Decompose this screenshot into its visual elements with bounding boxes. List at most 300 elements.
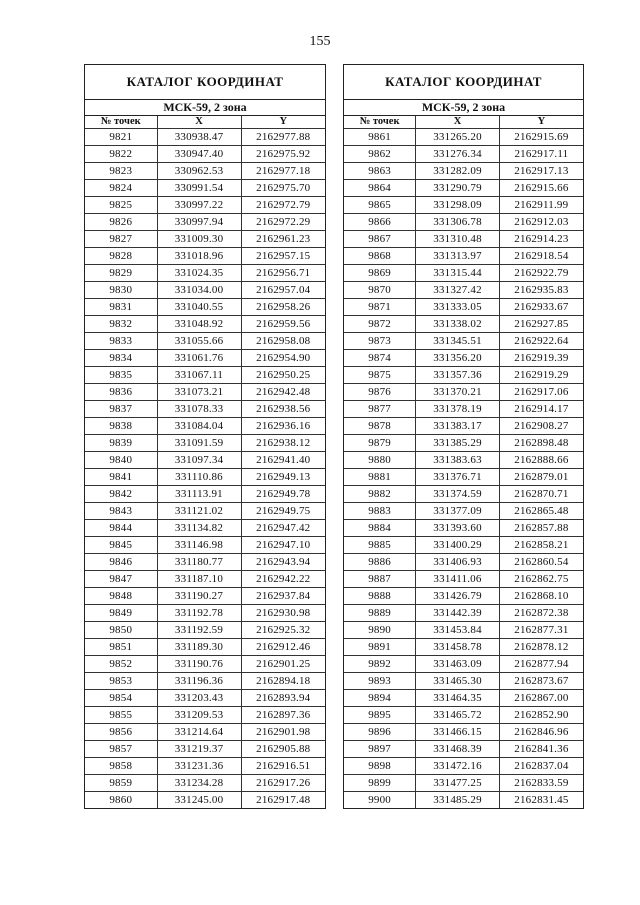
x-coordinate-cell: 331203.43: [157, 690, 241, 707]
table-row: [85, 282, 325, 299]
table-header-row: [85, 116, 325, 129]
x-coordinate-cell: 331192.78: [157, 605, 241, 622]
column-header-x: X: [157, 116, 241, 129]
table-row: [85, 163, 325, 180]
x-coordinate-cell: 331465.30: [416, 673, 500, 690]
table-row: [344, 146, 583, 163]
y-coordinate-cell: 2162935.83: [499, 282, 583, 299]
point-number-cell: 9854: [85, 690, 157, 707]
x-coordinate-cell: 331209.53: [157, 707, 241, 724]
x-coordinate-cell: 330962.53: [157, 163, 241, 180]
y-coordinate-cell: 2162917.26: [241, 775, 325, 792]
point-number-cell: 9845: [85, 537, 157, 554]
table-row: [85, 367, 325, 384]
point-number-cell: 9827: [85, 231, 157, 248]
x-coordinate-cell: 331067.11: [157, 367, 241, 384]
table-row: [344, 401, 583, 418]
y-coordinate-cell: 2162868.10: [499, 588, 583, 605]
x-coordinate-cell: 331113.91: [157, 486, 241, 503]
x-coordinate-cell: 331024.35: [157, 265, 241, 282]
table-row: [344, 537, 583, 554]
coordinate-table: [85, 116, 325, 808]
y-coordinate-cell: 2162837.04: [499, 758, 583, 775]
y-coordinate-cell: 2162930.98: [241, 605, 325, 622]
x-coordinate-cell: 331411.06: [416, 571, 500, 588]
table-row: [344, 333, 583, 350]
column-header-x: X: [416, 116, 500, 129]
x-coordinate-cell: 331315.44: [416, 265, 500, 282]
y-coordinate-cell: 2162911.99: [499, 197, 583, 214]
table-row: [85, 673, 325, 690]
table-row: [85, 265, 325, 282]
table-row: [85, 350, 325, 367]
x-coordinate-cell: 331187.10: [157, 571, 241, 588]
y-coordinate-cell: 2162961.23: [241, 231, 325, 248]
point-number-cell: 9837: [85, 401, 157, 418]
y-coordinate-cell: 2162947.10: [241, 537, 325, 554]
table-row: [85, 792, 325, 809]
y-coordinate-cell: 2162958.26: [241, 299, 325, 316]
y-coordinate-cell: 2162862.75: [499, 571, 583, 588]
x-coordinate-cell: 331091.59: [157, 435, 241, 452]
table-row: [85, 622, 325, 639]
x-coordinate-cell: 331110.86: [157, 469, 241, 486]
x-coordinate-cell: 331234.28: [157, 775, 241, 792]
table-row: [344, 129, 583, 146]
point-number-cell: 9843: [85, 503, 157, 520]
x-coordinate-cell: 331385.29: [416, 435, 500, 452]
y-coordinate-cell: 2162860.54: [499, 554, 583, 571]
y-coordinate-cell: 2162846.96: [499, 724, 583, 741]
x-coordinate-cell: 331383.17: [416, 418, 500, 435]
y-coordinate-cell: 2162879.01: [499, 469, 583, 486]
point-number-cell: 9884: [344, 520, 416, 537]
y-coordinate-cell: 2162947.42: [241, 520, 325, 537]
point-number-cell: 9822: [85, 146, 157, 163]
table-row: [85, 418, 325, 435]
point-number-cell: 9874: [344, 350, 416, 367]
y-coordinate-cell: 2162922.64: [499, 333, 583, 350]
point-number-cell: 9876: [344, 384, 416, 401]
y-coordinate-cell: 2162894.18: [241, 673, 325, 690]
x-coordinate-cell: 331453.84: [416, 622, 500, 639]
point-number-cell: 9855: [85, 707, 157, 724]
table-row: [85, 248, 325, 265]
table-row: [344, 571, 583, 588]
column-header-y: Y: [241, 116, 325, 129]
catalog-subtitle: МСК-59, 2 зона: [85, 100, 325, 116]
point-number-cell: 9869: [344, 265, 416, 282]
y-coordinate-cell: 2162933.67: [499, 299, 583, 316]
x-coordinate-cell: 331073.21: [157, 384, 241, 401]
x-coordinate-cell: 331134.82: [157, 520, 241, 537]
x-coordinate-cell: 331121.02: [157, 503, 241, 520]
y-coordinate-cell: 2162841.36: [499, 741, 583, 758]
point-number-cell: 9863: [344, 163, 416, 180]
y-coordinate-cell: 2162919.39: [499, 350, 583, 367]
x-coordinate-cell: 331463.09: [416, 656, 500, 673]
y-coordinate-cell: 2162957.15: [241, 248, 325, 265]
y-coordinate-cell: 2162914.17: [499, 401, 583, 418]
y-coordinate-cell: 2162915.69: [499, 129, 583, 146]
point-number-cell: 9893: [344, 673, 416, 690]
x-coordinate-cell: 331468.39: [416, 741, 500, 758]
x-coordinate-cell: 331097.34: [157, 452, 241, 469]
y-coordinate-cell: 2162893.94: [241, 690, 325, 707]
table-row: [85, 690, 325, 707]
x-coordinate-cell: 331189.30: [157, 639, 241, 656]
y-coordinate-cell: 2162943.94: [241, 554, 325, 571]
y-coordinate-cell: 2162975.70: [241, 180, 325, 197]
point-number-cell: 9897: [344, 741, 416, 758]
y-coordinate-cell: 2162918.54: [499, 248, 583, 265]
table-row: [344, 724, 583, 741]
column-header-point: № точек: [344, 116, 416, 129]
point-number-cell: 9838: [85, 418, 157, 435]
x-coordinate-cell: 330997.94: [157, 214, 241, 231]
x-coordinate-cell: 331040.55: [157, 299, 241, 316]
y-coordinate-cell: 2162937.84: [241, 588, 325, 605]
x-coordinate-cell: 331472.16: [416, 758, 500, 775]
table-row: [85, 384, 325, 401]
x-coordinate-cell: 331298.09: [416, 197, 500, 214]
point-number-cell: 9880: [344, 452, 416, 469]
y-coordinate-cell: 2162927.85: [499, 316, 583, 333]
y-coordinate-cell: 2162901.25: [241, 656, 325, 673]
y-coordinate-cell: 2162917.11: [499, 146, 583, 163]
y-coordinate-cell: 2162958.08: [241, 333, 325, 350]
y-coordinate-cell: 2162917.06: [499, 384, 583, 401]
y-coordinate-cell: 2162938.56: [241, 401, 325, 418]
y-coordinate-cell: 2162865.48: [499, 503, 583, 520]
y-coordinate-cell: 2162877.94: [499, 656, 583, 673]
table-row: [85, 214, 325, 231]
y-coordinate-cell: 2162975.92: [241, 146, 325, 163]
table-row: [85, 503, 325, 520]
point-number-cell: 9881: [344, 469, 416, 486]
x-coordinate-cell: 331370.21: [416, 384, 500, 401]
y-coordinate-cell: 2162942.22: [241, 571, 325, 588]
table-row: [344, 214, 583, 231]
point-number-cell: 9888: [344, 588, 416, 605]
x-coordinate-cell: 331018.96: [157, 248, 241, 265]
table-row: [344, 554, 583, 571]
x-coordinate-cell: 331214.64: [157, 724, 241, 741]
table-row: [344, 758, 583, 775]
table-row: [85, 656, 325, 673]
y-coordinate-cell: 2162972.29: [241, 214, 325, 231]
x-coordinate-cell: 331464.35: [416, 690, 500, 707]
y-coordinate-cell: 2162919.29: [499, 367, 583, 384]
table-row: [344, 163, 583, 180]
y-coordinate-cell: 2162915.66: [499, 180, 583, 197]
x-coordinate-cell: 330938.47: [157, 129, 241, 146]
y-coordinate-cell: 2162977.88: [241, 129, 325, 146]
column-header-y: Y: [499, 116, 583, 129]
table-header-row: [344, 116, 583, 129]
point-number-cell: 9889: [344, 605, 416, 622]
y-coordinate-cell: 2162867.00: [499, 690, 583, 707]
x-coordinate-cell: 331084.04: [157, 418, 241, 435]
point-number-cell: 9824: [85, 180, 157, 197]
point-number-cell: 9842: [85, 486, 157, 503]
x-coordinate-cell: 331310.48: [416, 231, 500, 248]
x-coordinate-cell: 331061.76: [157, 350, 241, 367]
y-coordinate-cell: 2162877.31: [499, 622, 583, 639]
point-number-cell: 9836: [85, 384, 157, 401]
point-number-cell: 9834: [85, 350, 157, 367]
x-coordinate-cell: 331442.39: [416, 605, 500, 622]
y-coordinate-cell: 2162949.13: [241, 469, 325, 486]
y-coordinate-cell: 2162833.59: [499, 775, 583, 792]
y-coordinate-cell: 2162912.46: [241, 639, 325, 656]
point-number-cell: 9860: [85, 792, 157, 809]
table-row: [344, 367, 583, 384]
x-coordinate-cell: 331048.92: [157, 316, 241, 333]
x-coordinate-cell: 331338.02: [416, 316, 500, 333]
y-coordinate-cell: 2162949.78: [241, 486, 325, 503]
y-coordinate-cell: 2162897.36: [241, 707, 325, 724]
point-number-cell: 9870: [344, 282, 416, 299]
table-row: [85, 571, 325, 588]
column-header-point: № точек: [85, 116, 157, 129]
point-number-cell: 9856: [85, 724, 157, 741]
x-coordinate-cell: 331190.27: [157, 588, 241, 605]
point-number-cell: 9865: [344, 197, 416, 214]
point-number-cell: 9894: [344, 690, 416, 707]
x-coordinate-cell: 330947.40: [157, 146, 241, 163]
point-number-cell: 9857: [85, 741, 157, 758]
x-coordinate-cell: 331290.79: [416, 180, 500, 197]
table-row: [85, 180, 325, 197]
x-coordinate-cell: 331345.51: [416, 333, 500, 350]
x-coordinate-cell: 331009.30: [157, 231, 241, 248]
table-row: [85, 486, 325, 503]
point-number-cell: 9878: [344, 418, 416, 435]
table-row: [85, 537, 325, 554]
point-number-cell: 9875: [344, 367, 416, 384]
point-number-cell: 9877: [344, 401, 416, 418]
table-row: [85, 316, 325, 333]
point-number-cell: 9892: [344, 656, 416, 673]
point-number-cell: 9821: [85, 129, 157, 146]
x-coordinate-cell: 331357.36: [416, 367, 500, 384]
y-coordinate-cell: 2162873.67: [499, 673, 583, 690]
table-row: [344, 588, 583, 605]
point-number-cell: 9882: [344, 486, 416, 503]
table-row: [85, 588, 325, 605]
table-row: [344, 673, 583, 690]
point-number-cell: 9829: [85, 265, 157, 282]
coordinate-catalog-right: [343, 64, 584, 809]
x-coordinate-cell: 331458.78: [416, 639, 500, 656]
y-coordinate-cell: 2162858.21: [499, 537, 583, 554]
point-number-cell: 9896: [344, 724, 416, 741]
point-number-cell: 9872: [344, 316, 416, 333]
point-number-cell: 9825: [85, 197, 157, 214]
y-coordinate-cell: 2162905.88: [241, 741, 325, 758]
table-row: [85, 758, 325, 775]
y-coordinate-cell: 2162977.18: [241, 163, 325, 180]
point-number-cell: 9859: [85, 775, 157, 792]
table-row: [344, 316, 583, 333]
y-coordinate-cell: 2162898.48: [499, 435, 583, 452]
y-coordinate-cell: 2162908.27: [499, 418, 583, 435]
point-number-cell: 9891: [344, 639, 416, 656]
table-row: [344, 282, 583, 299]
table-row: [344, 350, 583, 367]
point-number-cell: 9851: [85, 639, 157, 656]
table-row: [85, 401, 325, 418]
y-coordinate-cell: 2162956.71: [241, 265, 325, 282]
x-coordinate-cell: 331477.25: [416, 775, 500, 792]
point-number-cell: 9850: [85, 622, 157, 639]
point-number-cell: 9883: [344, 503, 416, 520]
x-coordinate-cell: 331465.72: [416, 707, 500, 724]
table-row: [85, 469, 325, 486]
point-number-cell: 9879: [344, 435, 416, 452]
table-row: [85, 333, 325, 350]
y-coordinate-cell: 2162949.75: [241, 503, 325, 520]
point-number-cell: 9835: [85, 367, 157, 384]
y-coordinate-cell: 2162878.12: [499, 639, 583, 656]
point-number-cell: 9898: [344, 758, 416, 775]
y-coordinate-cell: 2162942.48: [241, 384, 325, 401]
x-coordinate-cell: 331146.98: [157, 537, 241, 554]
table-row: [344, 299, 583, 316]
table-row: [344, 452, 583, 469]
x-coordinate-cell: 331034.00: [157, 282, 241, 299]
x-coordinate-cell: 331466.15: [416, 724, 500, 741]
point-number-cell: 9867: [344, 231, 416, 248]
x-coordinate-cell: 331078.33: [157, 401, 241, 418]
point-number-cell: 9899: [344, 775, 416, 792]
table-row: [344, 180, 583, 197]
table-row: [344, 384, 583, 401]
table-row: [85, 775, 325, 792]
table-row: [344, 418, 583, 435]
table-row: [344, 248, 583, 265]
point-number-cell: 9832: [85, 316, 157, 333]
table-row: [344, 622, 583, 639]
x-coordinate-cell: 331190.76: [157, 656, 241, 673]
point-number-cell: 9826: [85, 214, 157, 231]
point-number-cell: 9861: [344, 129, 416, 146]
x-coordinate-cell: 331356.20: [416, 350, 500, 367]
point-number-cell: 9844: [85, 520, 157, 537]
y-coordinate-cell: 2162888.66: [499, 452, 583, 469]
table-row: [344, 639, 583, 656]
x-coordinate-cell: 331485.29: [416, 792, 500, 809]
catalog-title: КАТАЛОГ КООРДИНАТ: [344, 65, 583, 100]
x-coordinate-cell: 331426.79: [416, 588, 500, 605]
y-coordinate-cell: 2162938.12: [241, 435, 325, 452]
point-number-cell: 9847: [85, 571, 157, 588]
point-number-cell: 9886: [344, 554, 416, 571]
x-coordinate-cell: 331231.36: [157, 758, 241, 775]
x-coordinate-cell: 331400.29: [416, 537, 500, 554]
y-coordinate-cell: 2162831.45: [499, 792, 583, 809]
y-coordinate-cell: 2162857.88: [499, 520, 583, 537]
table-row: [85, 724, 325, 741]
table-row: [344, 656, 583, 673]
table-row: [85, 452, 325, 469]
x-coordinate-cell: 331306.78: [416, 214, 500, 231]
table-row: [344, 435, 583, 452]
point-number-cell: 9830: [85, 282, 157, 299]
table-row: [344, 469, 583, 486]
point-number-cell: 9890: [344, 622, 416, 639]
x-coordinate-cell: 331327.42: [416, 282, 500, 299]
x-coordinate-cell: 331378.19: [416, 401, 500, 418]
x-coordinate-cell: 331313.97: [416, 248, 500, 265]
y-coordinate-cell: 2162870.71: [499, 486, 583, 503]
table-row: [344, 486, 583, 503]
point-number-cell: 9831: [85, 299, 157, 316]
table-row: [85, 520, 325, 537]
x-coordinate-cell: 331219.37: [157, 741, 241, 758]
table-row: [85, 197, 325, 214]
x-coordinate-cell: 331180.77: [157, 554, 241, 571]
catalog-subtitle: МСК-59, 2 зона: [344, 100, 583, 116]
y-coordinate-cell: 2162917.13: [499, 163, 583, 180]
y-coordinate-cell: 2162916.51: [241, 758, 325, 775]
table-row: [85, 231, 325, 248]
page-number: 155: [309, 34, 331, 49]
y-coordinate-cell: 2162954.90: [241, 350, 325, 367]
point-number-cell: 9852: [85, 656, 157, 673]
point-number-cell: 9840: [85, 452, 157, 469]
x-coordinate-cell: 331383.63: [416, 452, 500, 469]
table-row: [344, 520, 583, 537]
table-row: [344, 231, 583, 248]
table-row: [344, 775, 583, 792]
y-coordinate-cell: 2162941.40: [241, 452, 325, 469]
table-row: [85, 435, 325, 452]
y-coordinate-cell: 2162852.90: [499, 707, 583, 724]
point-number-cell: 9873: [344, 333, 416, 350]
x-coordinate-cell: 331333.05: [416, 299, 500, 316]
coordinate-catalog-left: [84, 64, 326, 809]
x-coordinate-cell: 331374.59: [416, 486, 500, 503]
point-number-cell: 9823: [85, 163, 157, 180]
table-row: [344, 690, 583, 707]
table-row: [344, 197, 583, 214]
table-row: [85, 605, 325, 622]
point-number-cell: 9853: [85, 673, 157, 690]
x-coordinate-cell: 331393.60: [416, 520, 500, 537]
x-coordinate-cell: 331376.71: [416, 469, 500, 486]
y-coordinate-cell: 2162950.25: [241, 367, 325, 384]
point-number-cell: 9848: [85, 588, 157, 605]
table-row: [85, 707, 325, 724]
point-number-cell: 9871: [344, 299, 416, 316]
table-row: [344, 605, 583, 622]
y-coordinate-cell: 2162901.98: [241, 724, 325, 741]
table-row: [344, 741, 583, 758]
x-coordinate-cell: 331282.09: [416, 163, 500, 180]
y-coordinate-cell: 2162922.79: [499, 265, 583, 282]
x-coordinate-cell: 330997.22: [157, 197, 241, 214]
x-coordinate-cell: 331055.66: [157, 333, 241, 350]
table-row: [344, 265, 583, 282]
point-number-cell: 9900: [344, 792, 416, 809]
point-number-cell: 9849: [85, 605, 157, 622]
point-number-cell: 9864: [344, 180, 416, 197]
x-coordinate-cell: 331406.93: [416, 554, 500, 571]
y-coordinate-cell: 2162872.38: [499, 605, 583, 622]
table-row: [85, 741, 325, 758]
